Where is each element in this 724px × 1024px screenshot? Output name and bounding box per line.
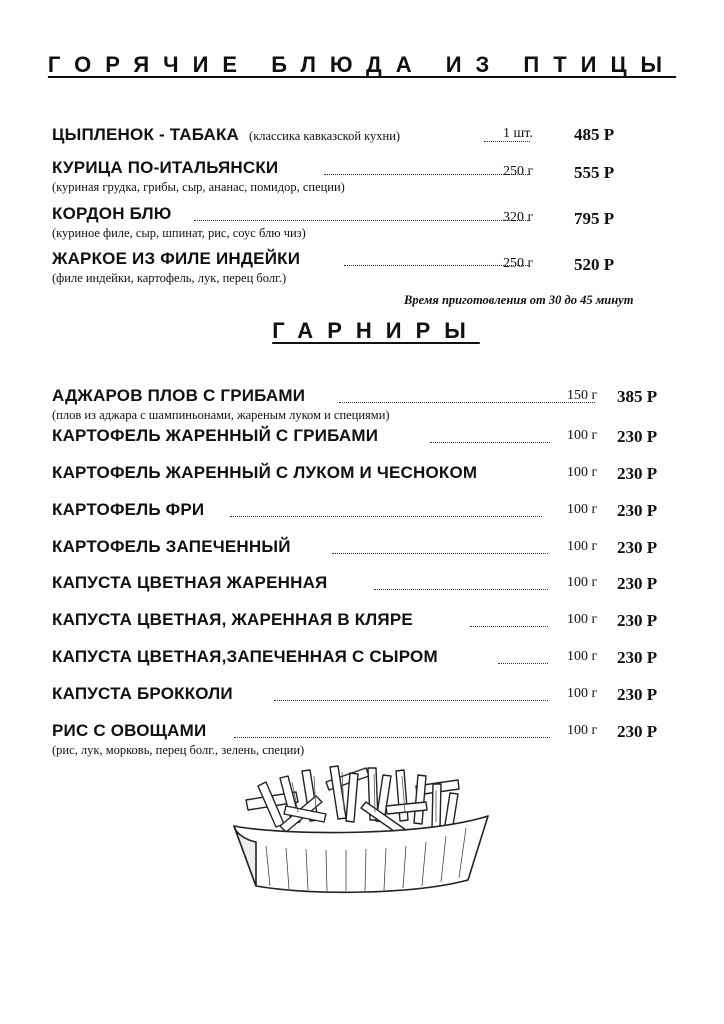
menu-item bbox=[52, 721, 667, 758]
item-price: 230 Р bbox=[617, 427, 658, 446]
dot-leader bbox=[194, 220, 530, 221]
item-weight: 320 г bbox=[503, 210, 534, 225]
dot-leader bbox=[234, 737, 550, 738]
item-weight: 150 г bbox=[567, 388, 598, 403]
item-name: КАРТОФЕЛЬ ЖАРЕННЫЙ С ЛУКОМ И ЧЕСНОКОМ bbox=[52, 463, 478, 482]
dot-leader bbox=[470, 626, 548, 627]
menu-item bbox=[52, 463, 667, 485]
item-weight: 100 г bbox=[567, 539, 598, 554]
item-price: 230 Р bbox=[617, 685, 658, 704]
item-name: РИС С ОВОЩАМИ bbox=[52, 721, 207, 740]
item-weight: 100 г bbox=[567, 428, 598, 443]
menu-item bbox=[52, 249, 622, 286]
item-weight: 100 г bbox=[567, 502, 598, 517]
item-name: КАРТОФЕЛЬ ЗАПЕЧЕННЫЙ bbox=[52, 537, 291, 556]
item-price: 795 Р bbox=[574, 209, 615, 228]
item-weight: 100 г bbox=[567, 575, 598, 590]
item-name: ЦЫПЛЕНОК - ТАБАКА bbox=[52, 125, 240, 144]
item-price: 485 Р bbox=[574, 125, 615, 144]
dot-leader bbox=[324, 174, 530, 175]
menu-item bbox=[52, 204, 622, 241]
item-description: (куриная грудка, грибы, сыр, ананас, помидор, специи) bbox=[52, 180, 345, 194]
item-name: АДЖАРОВ ПЛОВ С ГРИБАМИ bbox=[52, 386, 306, 405]
item-name: ЖАРКОЕ ИЗ ФИЛЕ ИНДЕЙКИ bbox=[52, 249, 301, 268]
item-name: КОРДОН БЛЮ bbox=[52, 204, 172, 223]
item-weight: 250 г bbox=[503, 256, 534, 271]
item-price: 385 Р bbox=[617, 387, 658, 406]
dot-leader bbox=[339, 402, 595, 403]
item-price: 230 Р bbox=[617, 538, 658, 557]
dot-leader bbox=[430, 442, 550, 443]
menu-item bbox=[52, 158, 622, 195]
item-name: КАРТОФЕЛЬ ФРИ bbox=[52, 500, 205, 519]
item-name: КАПУСТА БРОККОЛИ bbox=[52, 684, 233, 703]
item-name: КАПУСТА ЦВЕТНАЯ ЖАРЕННАЯ bbox=[52, 573, 328, 592]
item-price: 230 Р bbox=[617, 574, 658, 593]
item-description: (плов из аджара с шампиньонами, жареным луком и специями) bbox=[52, 408, 390, 422]
item-price: 230 Р bbox=[617, 611, 658, 630]
dot-leader bbox=[374, 589, 548, 590]
menu-item bbox=[52, 610, 667, 632]
item-weight: 1 шт. bbox=[503, 126, 533, 141]
item-price: 230 Р bbox=[617, 501, 658, 520]
menu-item bbox=[52, 537, 667, 559]
item-price: 520 Р bbox=[574, 255, 615, 274]
menu-item bbox=[52, 386, 667, 423]
dot-leader bbox=[230, 516, 542, 517]
item-price: 555 Р bbox=[574, 163, 615, 182]
menu-item bbox=[52, 125, 622, 147]
item-price: 230 Р bbox=[617, 464, 658, 483]
item-name: КАПУСТА ЦВЕТНАЯ, ЖАРЕННАЯ В КЛЯРЕ bbox=[52, 610, 413, 629]
item-name: КАРТОФЕЛЬ ЖАРЕННЫЙ С ГРИБАМИ bbox=[52, 426, 379, 445]
item-description: (филе индейки, картофель, лук, перец болг.) bbox=[52, 271, 287, 285]
item-weight: 100 г bbox=[567, 612, 598, 627]
item-weight: 100 г bbox=[567, 465, 598, 480]
dot-leader bbox=[332, 553, 548, 554]
item-price: 230 Р bbox=[617, 648, 658, 667]
section-title-sides: ГАРНИРЫ bbox=[272, 318, 480, 343]
menu-item bbox=[52, 573, 667, 595]
item-price: 230 Р bbox=[617, 722, 658, 741]
french-fries-illustration-icon bbox=[226, 762, 496, 902]
item-description: (рис, лук, морковь, перец болг., зелень, специи) bbox=[52, 743, 305, 757]
dot-leader bbox=[498, 663, 548, 664]
item-weight: 100 г bbox=[567, 686, 598, 701]
item-name: КУРИЦА ПО-ИТАЛЬЯНСКИ bbox=[52, 158, 279, 177]
item-description: (куриное филе, сыр, шпинат, рис, соус блю чиз) bbox=[52, 226, 306, 240]
menu-item bbox=[52, 426, 667, 448]
item-note: (классика кавказской кухни) bbox=[249, 129, 401, 143]
prep-time-note: Время приготовления от 30 до 45 минут bbox=[404, 293, 634, 307]
dot-leader bbox=[274, 700, 548, 701]
menu-item bbox=[52, 684, 667, 706]
item-weight: 250 г bbox=[503, 164, 534, 179]
section-title-poultry: ГОРЯЧИЕ БЛЮДА ИЗ ПТИЦЫ bbox=[47, 52, 677, 77]
menu-item bbox=[52, 500, 667, 522]
item-weight: 100 г bbox=[567, 649, 598, 664]
item-weight: 100 г bbox=[567, 723, 598, 738]
menu-item bbox=[52, 647, 667, 669]
item-name: КАПУСТА ЦВЕТНАЯ,ЗАПЕЧЕННАЯ С СЫРОМ bbox=[52, 647, 438, 666]
